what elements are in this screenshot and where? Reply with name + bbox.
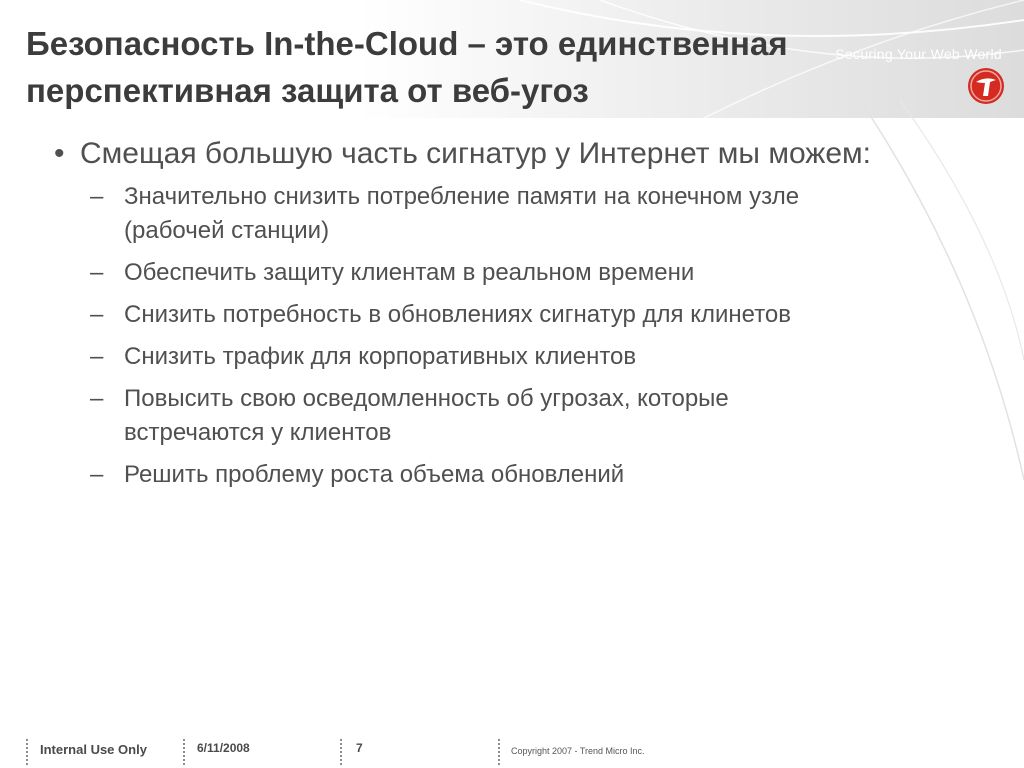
slide-footer	[0, 733, 1024, 768]
footer-copyright: Copyright 2007 - Trend Micro Inc.	[511, 746, 645, 756]
sub-bullet-list	[90, 180, 970, 500]
sub-bullet-marker: –	[90, 259, 104, 286]
sub-bullet-marker: –	[90, 301, 104, 328]
sub-bullet-item	[90, 180, 970, 248]
sub-bullet-item	[90, 340, 970, 374]
footer-separator	[26, 739, 28, 765]
sub-bullet-text: Обеспечить защиту клиентам в реальном времени	[124, 259, 695, 286]
sub-bullet-text: Решить проблему роста объема обновлений	[124, 461, 625, 488]
footer-separator	[183, 739, 185, 765]
footer-date: 6/11/2008	[197, 741, 250, 755]
brand-tagline: Securing Your Web World	[835, 46, 1002, 62]
sub-bullet-text: Повысить свою осведомленность об угрозах, которые	[124, 385, 729, 412]
sub-bullet-item	[90, 256, 970, 290]
footer-separator	[498, 739, 500, 765]
sub-bullet-marker: –	[90, 343, 104, 370]
sub-bullet-marker: –	[90, 385, 104, 412]
main-bullet	[54, 136, 871, 172]
footer-separator	[340, 739, 342, 765]
footer-classification: Internal Use Only	[40, 742, 147, 757]
sub-bullet-item	[90, 298, 970, 332]
bullet-marker: •	[54, 137, 65, 170]
sub-bullet-text-continued: встречаются у клиентов	[124, 419, 392, 446]
sub-bullet-item	[90, 458, 970, 492]
main-bullet-text: Смещая большую часть сигнатур у Интернет мы можем:	[80, 137, 872, 170]
sub-bullet-marker: –	[90, 461, 104, 488]
sub-bullet-text: Снизить потребность в обновлениях сигнатур для клинетов	[124, 301, 792, 328]
sub-bullet-text: Снизить трафик для корпоративных клиентов	[124, 343, 637, 370]
sub-bullet-marker: –	[90, 183, 104, 210]
sub-bullet-text: Значительно снизить потребление памяти на конечном узле	[124, 183, 800, 210]
sub-bullet-text-continued: (рабочей станции)	[124, 217, 330, 244]
slide-title-line-2: перспективная защита от веб-угоз	[26, 72, 589, 109]
footer-page-number: 7	[356, 741, 363, 755]
slide-title-line-1: Безопасность In-the-Cloud – это единственная	[26, 25, 788, 62]
trend-micro-logo	[966, 66, 1006, 111]
slide-title	[26, 20, 966, 114]
sub-bullet-item	[90, 382, 970, 450]
